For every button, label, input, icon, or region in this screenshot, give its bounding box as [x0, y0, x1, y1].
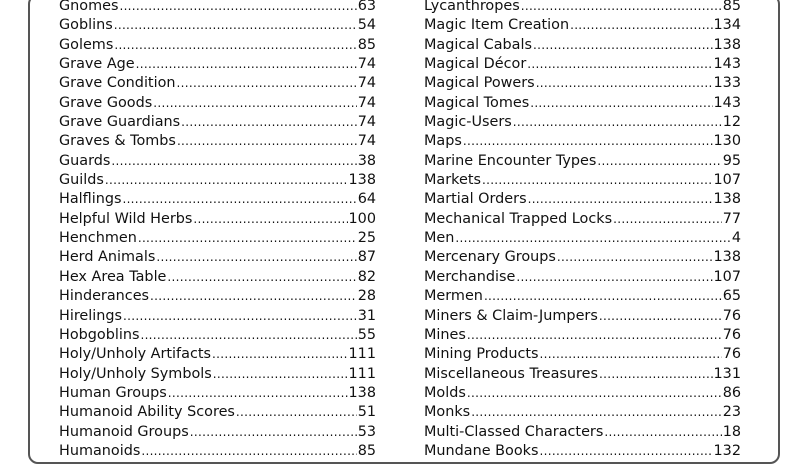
dot-leader: [177, 74, 357, 93]
index-term: Marine Encounter Types: [424, 152, 597, 169]
index-page-number: 85: [357, 442, 376, 459]
index-page-number: 143: [713, 56, 741, 73]
index-page-number: 82: [357, 268, 376, 285]
index-page-number: 138: [348, 384, 376, 401]
dot-leader: [557, 248, 713, 267]
index-term: Mining Products: [424, 346, 539, 363]
index-term: Herd Animals: [59, 249, 156, 266]
index-page-number: 85: [357, 36, 376, 53]
index-page-number: 74: [357, 133, 376, 150]
dot-leader: [111, 152, 356, 171]
index-entry: [59, 345, 376, 364]
index-page-number: 28: [357, 288, 376, 305]
index-term: Merchandise: [424, 268, 516, 285]
index-term: Hobgoblins: [59, 326, 140, 343]
index-term: Guilds: [59, 172, 104, 189]
index-page-number: 138: [713, 36, 741, 53]
index-term: Halflings: [59, 191, 122, 208]
dot-leader: [181, 113, 357, 132]
index-term: Goblins: [59, 17, 113, 34]
dot-leader: [536, 74, 713, 93]
index-entry: [424, 0, 741, 16]
index-column-right: [424, 0, 741, 461]
dot-leader: [528, 190, 713, 209]
dot-leader: [599, 307, 722, 326]
dot-leader: [167, 268, 356, 287]
index-page-number: 133: [713, 75, 741, 92]
dot-leader: [193, 210, 347, 229]
dot-leader: [540, 345, 722, 364]
index-entry: [424, 190, 741, 209]
dot-leader: [123, 307, 357, 326]
dot-leader: [533, 36, 713, 55]
index-page-number: 64: [357, 191, 376, 208]
index-entry: [59, 384, 376, 403]
index-term: Holy/Unholy Symbols: [59, 365, 212, 382]
index-page-number: 85: [722, 0, 741, 14]
index-page-number: 12: [722, 114, 741, 131]
index-page-number: 54: [357, 17, 376, 34]
index-entry: [424, 403, 741, 422]
index-term: Mercenary Groups: [424, 249, 556, 266]
index-page-number: 111: [348, 365, 376, 382]
index-column-left: [59, 0, 376, 461]
index-entry: [424, 132, 741, 151]
index-entry: [59, 74, 376, 93]
dot-leader: [136, 55, 357, 74]
index-page-number: 74: [357, 94, 376, 111]
index-term: Miscellaneous Treasures: [424, 365, 598, 382]
dot-leader: [597, 152, 721, 171]
dot-leader: [599, 365, 713, 384]
index-page-number: 131: [713, 365, 741, 382]
dot-leader: [141, 442, 356, 461]
index-page-number: 65: [722, 288, 741, 305]
index-term: Markets: [424, 172, 481, 189]
index-page-number: 74: [357, 75, 376, 92]
index-term: Grave Guardians: [59, 114, 181, 131]
index-entry: [59, 152, 376, 171]
index-entry: [424, 55, 741, 74]
index-entry: [59, 229, 376, 248]
dot-leader: [570, 16, 712, 35]
index-term: Mines: [424, 326, 466, 343]
index-page-number: 23: [722, 404, 741, 421]
index-entry: [59, 442, 376, 461]
dot-leader: [156, 248, 356, 267]
index-term: Grave Age: [59, 56, 135, 73]
index-page-number: 38: [357, 152, 376, 169]
index-entry: [59, 326, 376, 345]
index-entry: [59, 287, 376, 306]
index-page-number: 87: [357, 249, 376, 266]
index-page-number: 53: [357, 423, 376, 440]
dot-leader: [140, 326, 356, 345]
index-entry: [59, 248, 376, 267]
dot-leader: [527, 55, 712, 74]
index-term: Gnomes: [59, 0, 119, 14]
index-page-number: 76: [722, 346, 741, 363]
index-term: Humanoids: [59, 442, 141, 459]
dot-leader: [513, 113, 722, 132]
dot-leader: [138, 229, 357, 248]
dot-leader: [122, 190, 356, 209]
dot-leader: [153, 94, 356, 113]
index-page-number: 77: [722, 210, 741, 227]
dot-leader: [539, 442, 712, 461]
index-term: Golems: [59, 36, 114, 53]
index-term: Guards: [59, 152, 111, 169]
index-page-number: 76: [722, 326, 741, 343]
index-term: Molds: [424, 384, 466, 401]
index-page-number: 76: [722, 307, 741, 324]
index-term: Hex Area Table: [59, 268, 167, 285]
dot-leader: [213, 365, 348, 384]
dot-leader: [463, 132, 713, 151]
index-term: Magic Item Creation: [424, 17, 570, 34]
index-entry: [424, 365, 741, 384]
dot-leader: [168, 384, 348, 403]
dot-leader: [236, 403, 357, 422]
dot-leader: [530, 94, 712, 113]
dot-leader: [516, 268, 712, 287]
index-entry: [424, 307, 741, 326]
index-term: Martial Orders: [424, 191, 527, 208]
index-entry: [59, 36, 376, 55]
index-term: Maps: [424, 133, 462, 150]
index-entry: [424, 94, 741, 113]
index-term: Magical Powers: [424, 75, 535, 92]
index-term: Helpful Wild Herbs: [59, 210, 193, 227]
index-term: Grave Goods: [59, 94, 153, 111]
index-entry: [59, 113, 376, 132]
dot-leader: [467, 384, 722, 403]
index-entry: [59, 132, 376, 151]
index-entry: [59, 365, 376, 384]
dot-leader: [613, 210, 722, 229]
index-page-number: 107: [713, 268, 741, 285]
dot-leader: [114, 36, 356, 55]
dot-leader: [119, 0, 356, 16]
index-page-number: 18: [722, 423, 741, 440]
index-page-number: 134: [713, 17, 741, 34]
dot-leader: [521, 0, 722, 16]
index-entry: [424, 345, 741, 364]
index-entry: [424, 326, 741, 345]
dot-leader: [455, 229, 730, 248]
index-entry: [59, 268, 376, 287]
index-page-number: 86: [722, 384, 741, 401]
index-page-number: 143: [713, 94, 741, 111]
dot-leader: [150, 287, 357, 306]
index-entry: [59, 190, 376, 209]
index-term: Mundane Books: [424, 442, 539, 459]
dot-leader: [482, 171, 713, 190]
index-term: Miners & Claim-Jumpers: [424, 307, 598, 324]
index-term: Hirelings: [59, 307, 123, 324]
index-term: Holy/Unholy Artifacts: [59, 346, 211, 363]
dot-leader: [604, 423, 721, 442]
index-entry: [59, 423, 376, 442]
dot-leader: [177, 132, 357, 151]
index-term: Hinderances: [59, 288, 150, 305]
index-term: Lycanthropes: [424, 0, 520, 14]
index-page-number: 31: [357, 307, 376, 324]
index-page-number: 74: [357, 114, 376, 131]
index-entry: [59, 210, 376, 229]
index-entry: [424, 113, 741, 132]
dot-leader: [212, 345, 348, 364]
index-page-number: 138: [713, 191, 741, 208]
index-entry: [424, 171, 741, 190]
index-entry: [424, 423, 741, 442]
index-page-number: 95: [722, 152, 741, 169]
index-term: Magic-Users: [424, 114, 512, 131]
index-term: Human Groups: [59, 384, 167, 401]
index-term: Mermen: [424, 288, 483, 305]
dot-leader: [484, 287, 722, 306]
index-term: Mechanical Trapped Locks: [424, 210, 613, 227]
index-page-number: 100: [348, 210, 376, 227]
index-entry: [424, 152, 741, 171]
index-entry: [59, 307, 376, 326]
index-entry: [424, 268, 741, 287]
index-term: Monks: [424, 404, 471, 421]
index-page-number: 25: [357, 230, 376, 247]
index-page-number: 107: [713, 172, 741, 189]
index-entry: [424, 442, 741, 461]
index-page-number: 74: [357, 56, 376, 73]
dot-leader: [105, 171, 348, 190]
index-term: Humanoid Ability Scores: [59, 404, 235, 421]
index-entry: [424, 16, 741, 35]
index-page-number: 138: [713, 249, 741, 266]
index-term: Graves & Tombs: [59, 133, 176, 150]
index-term: Men: [424, 230, 455, 247]
index-page-number: 63: [357, 0, 376, 14]
index-entry: [59, 0, 376, 16]
index-entry: [59, 94, 376, 113]
index-entry: [59, 171, 376, 190]
index-page-number: 132: [713, 442, 741, 459]
index-page-number: 138: [348, 172, 376, 189]
dot-leader: [190, 423, 357, 442]
dot-leader: [114, 16, 357, 35]
index-page-number: 130: [713, 133, 741, 150]
index-entry: [424, 287, 741, 306]
index-term: Magical Cabals: [424, 36, 532, 53]
index-term: Humanoid Groups: [59, 423, 189, 440]
dot-leader: [471, 403, 722, 422]
index-term: Henchmen: [59, 230, 137, 247]
index-page-number: 4: [731, 230, 741, 247]
index-entry: [424, 36, 741, 55]
index-term: Magical Décor: [424, 56, 527, 73]
index-entry: [59, 55, 376, 74]
index-entry: [424, 248, 741, 267]
index-entry: [424, 210, 741, 229]
index-term: Magical Tomes: [424, 94, 530, 111]
index-page-number: 51: [357, 404, 376, 421]
index-entry: [59, 16, 376, 35]
index-page-number: 111: [348, 346, 376, 363]
index-term: Multi-Classed Characters: [424, 423, 604, 440]
index-entry: [424, 384, 741, 403]
dot-leader: [467, 326, 722, 345]
index-term: Grave Condition: [59, 75, 176, 92]
index-entry: [59, 403, 376, 422]
index-entry: [424, 229, 741, 248]
index-entry: [424, 74, 741, 93]
index-page-number: 55: [357, 326, 376, 343]
